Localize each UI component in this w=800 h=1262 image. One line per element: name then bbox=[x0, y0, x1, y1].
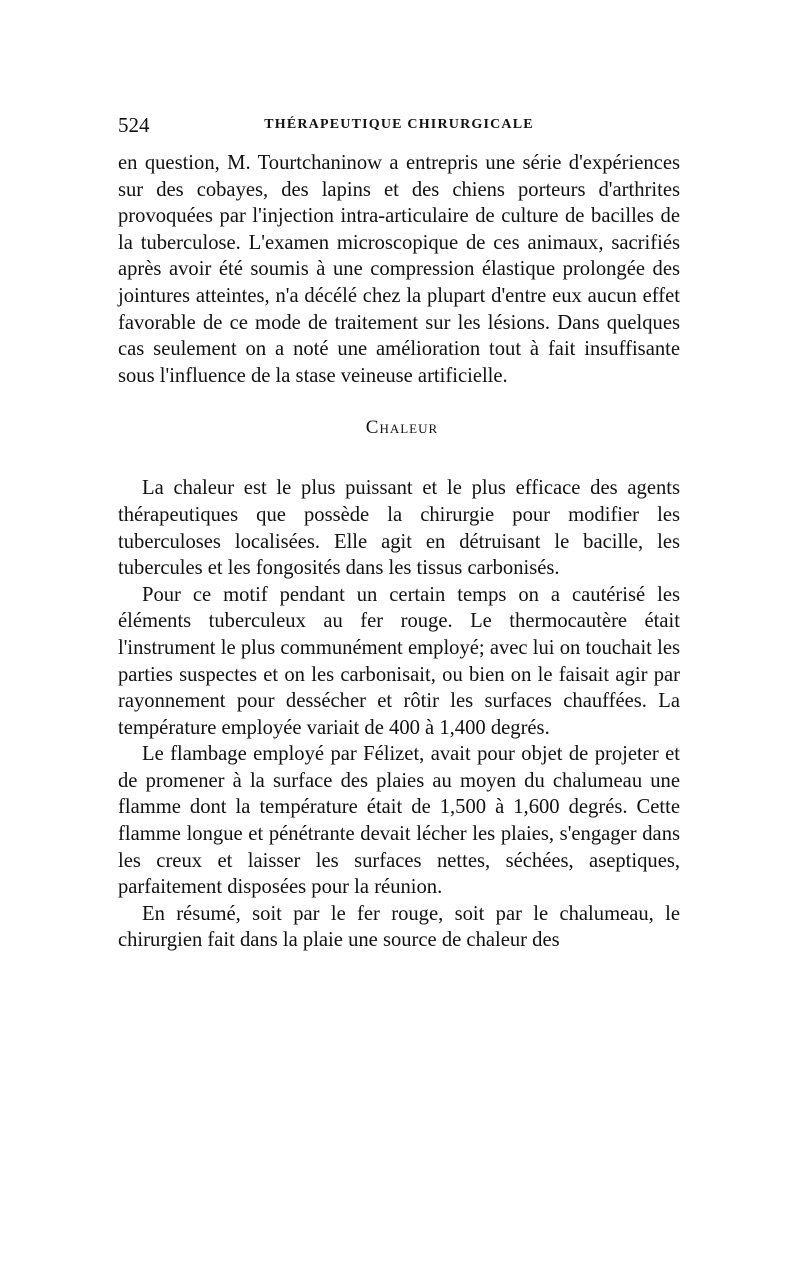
page-header bbox=[118, 112, 680, 138]
section-heading: Chaleur bbox=[365, 417, 439, 439]
paragraph-fer-rouge: Pour ce motif pendant un certain temps on a cautérisé les éléments tuberculeux au fer rouge. Le thermocautère était l'instrument le plus communément employé; avec lui on touchait les parties suspectes et on les carbonisait, ou bien on le faisait agir par rayonnement pour dessécher et rôtir les surfaces chauffées. La température employée variait de 400 à 1,400 degrés. bbox=[118, 583, 680, 739]
body-text bbox=[118, 150, 680, 954]
paragraph-resume: En résumé, soit par le fer rouge, soit par le chalumeau, le chirurgien fait dans la plaie une source de chaleur des bbox=[118, 902, 680, 952]
page-number: 524 bbox=[118, 113, 150, 137]
running-title: THÉRAPEUTIQUE CHIRURGICALE bbox=[264, 117, 534, 132]
paragraph-continuation: en question, M. Tourtchaninow a entrepris une série d'expériences sur des cobayes, des lapins et des chiens porteurs d'arthrites provoquées par l'injection intra-articulaire de culture de bacilles de la tuberculose. L'examen microscopique de ces animaux, sacrifiés après avoir été soumis à une compression élastique prolongée des jointures atteintes, n'a décélé chez la plupart d'entre eux aucun effet favorable de ce mode de traitement sur les lésions. Dans quelques cas seulement on a noté une amélioration tout à fait insuffisante sous l'influence de la stase veineuse artificielle. bbox=[118, 152, 680, 387]
paragraph-flambage: Le flambage employé par Félizet, avait pour objet de projeter et de promener à la surface des plaies au moyen du chalumeau une flamme dont la température était de 1,500 à 1,600 degrés. Cette flamme longue et pénétrante devait lécher les plaies, s'engager dans les creux et laisser les surfaces nettes, séchées, aseptiques, parfaitement disposées pour la réunion. bbox=[118, 743, 680, 899]
paragraph-chaleur-intro: La chaleur est le plus puissant et le plus efficace des agents thérapeutiques que possède la chirurgie pour modifier les tuberculoses localisées. Elle agit en détruisant le bacille, les tubercules et les fongosités dans les tissus carbonisés. bbox=[118, 477, 680, 580]
